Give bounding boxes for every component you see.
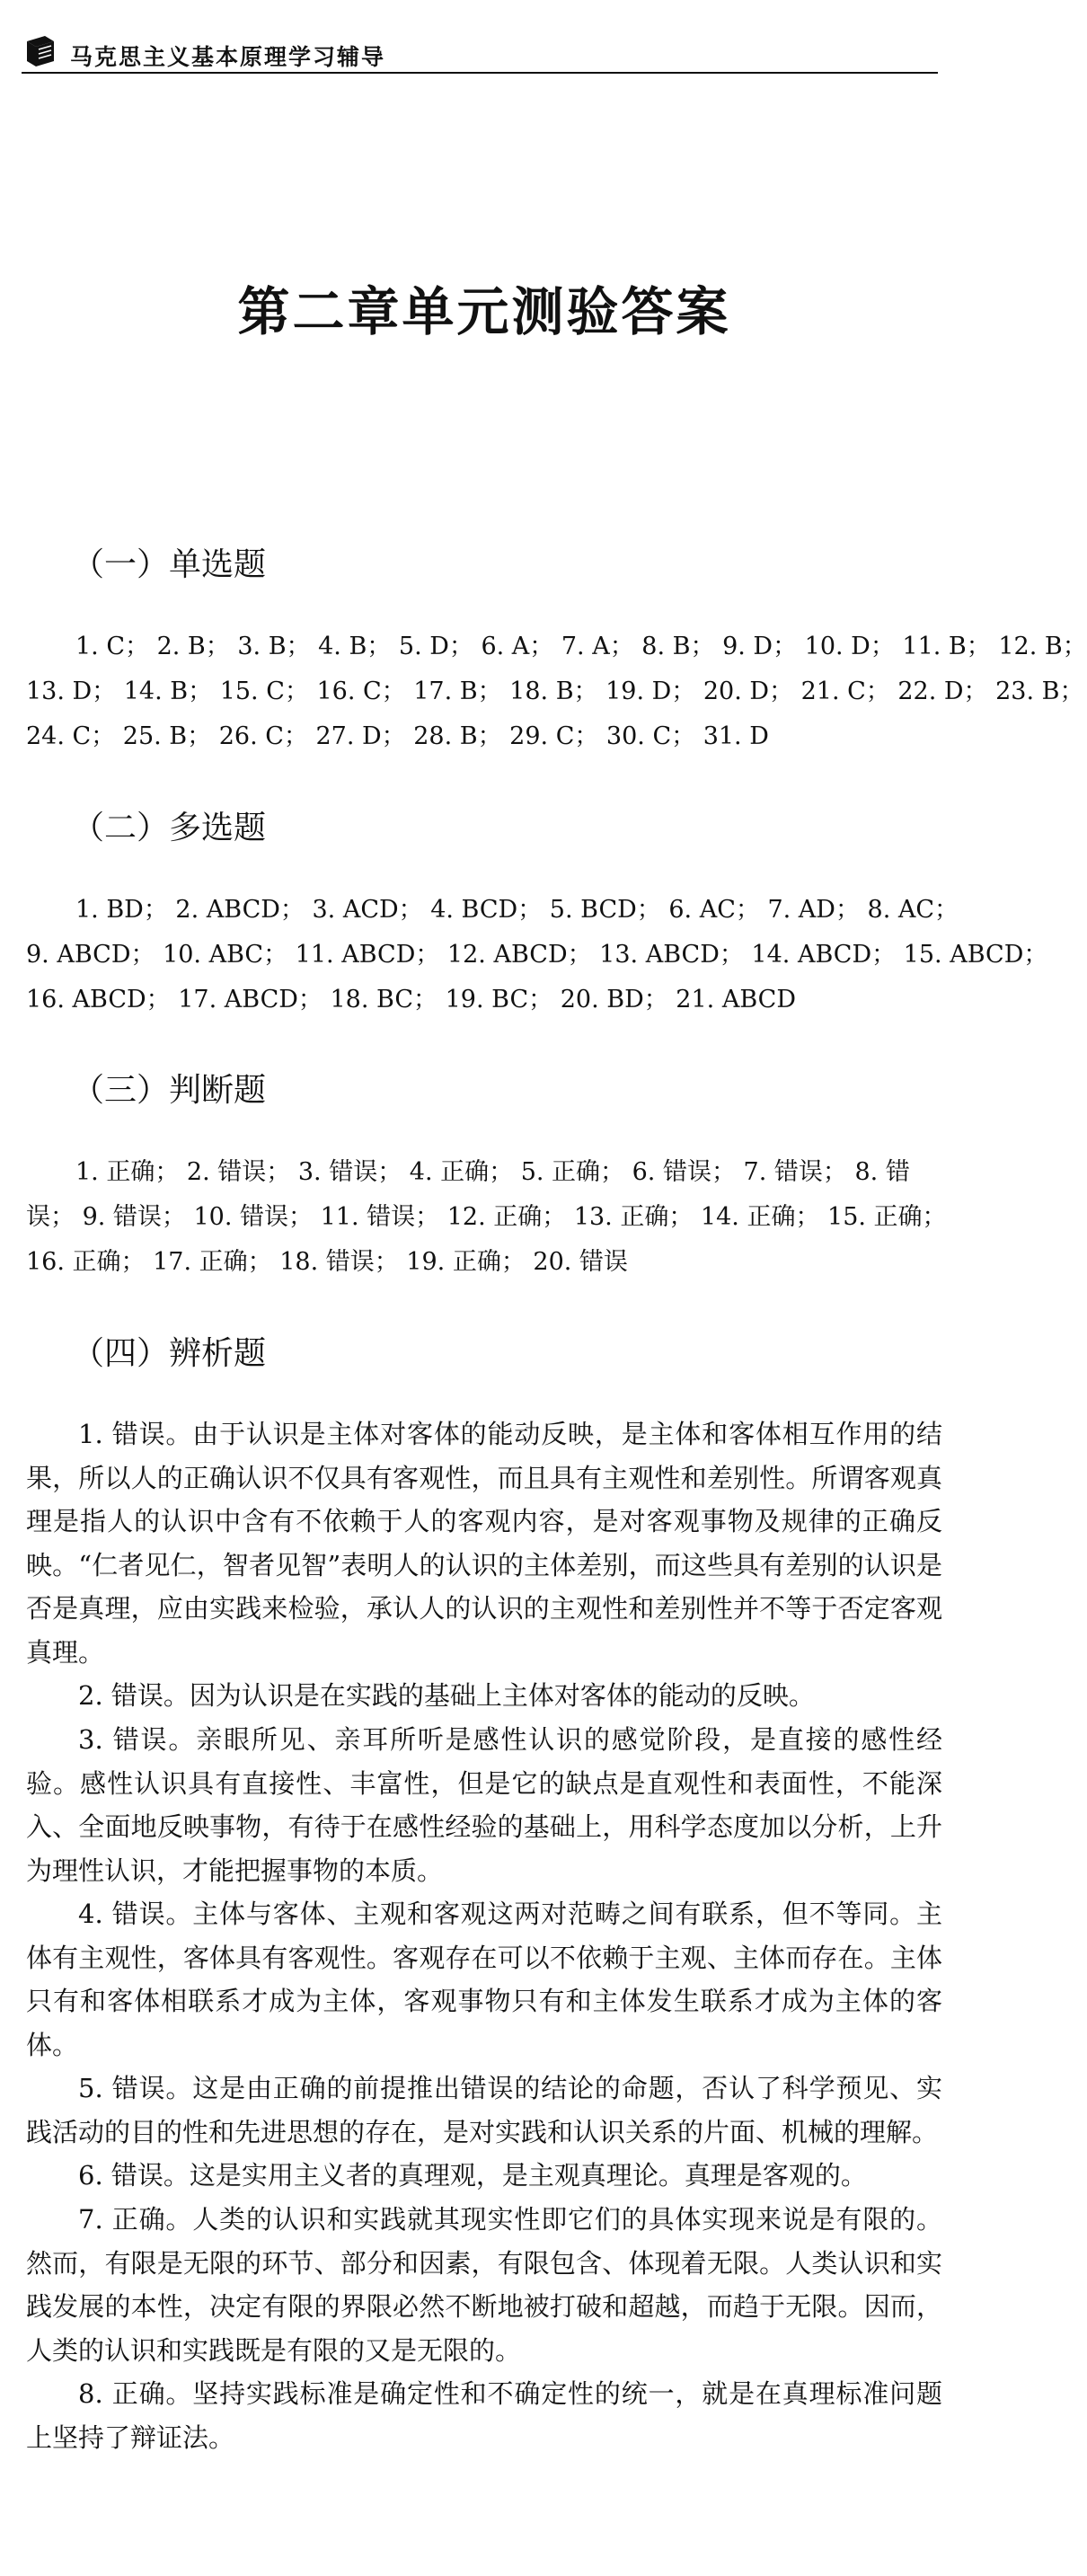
running-title: 马克思主义基本原理学习辅导 xyxy=(70,44,386,70)
analysis-paragraph: 6. 错误。这是实用主义者的真理观，是主观真理论。真理是客观的。 xyxy=(78,2160,867,2191)
analysis-paragraph: 7. 正确。人类的认识和实践就其现实性即它们的具体实现来说是有限的。然而，有限是无限的环节、部分和因素，有限包含、体现着无限。人类认识和实践发展的本性，决定有限的界限必然不断地被打破和超越，而趋于无限。因而，人类的认识和实践既是有限的又是无限的。 xyxy=(26,2204,942,2366)
answer-line: 9. ABCD； 10. ABC； 11. ABCD； 12. ABCD； 13. ABCD； 14. ABCD； 15. ABCD； xyxy=(26,941,1048,969)
answer-line: 1. 正确； 2. 错误； 3. 错误； 4. 正确； 5. 正确； 6. 错误； 7. 错误； 8. 错 xyxy=(75,1158,910,1186)
book-icon xyxy=(23,34,57,68)
running-header xyxy=(22,32,938,74)
analysis-paragraph: 3. 错误。亲眼所见、亲耳所听是感性认识的感觉阶段，是直接的感性经验。感性认识具有直接性、丰富性，但是它的缺点是直观性和表面性，不能深入、全面地反映事物，有待于在感性经验的基础上，用科学态度加以分析，上升为理性认识，才能把握事物的本质。 xyxy=(26,1724,942,1886)
answer-line: 16. 正确； 17. 正确； 18. 错误； 19. 正确； 20. 错误 xyxy=(26,1248,628,1276)
answer-line: 16. ABCD； 17. ABCD； 18. BC； 19. BC； 20. BD； 21. ABCD xyxy=(26,986,796,1014)
answer-line: 1. BD； 2. ABCD； 3. ACD； 4. BCD； 5. BCD； 6. AC； 7. AD； 8. AC； xyxy=(75,896,959,924)
answer-line: 24. C； 25. B； 26. C； 27. D； 28. B； 29. C； 30. C； 31. D xyxy=(26,722,769,750)
analysis-paragraph: 1. 错误。由于认识是主体对客体的能动反映，是主体和客体相互作用的结果，所以人的正确认识不仅具有客观性，而且具有主观性和差别性。所谓客观真理是指人的认识中含有不依赖于人的客观内容，是对客观事物及规律的正确反映。“仁者见仁，智者见智”表明人的认识的主体差别，而这些具有差别的认识是否是真理，应由实践来检验，承认人的认识的主观性和差别性并不等于否定客观真理。 xyxy=(26,1419,942,1668)
chapter-title: 第二章单元测验答案 xyxy=(237,281,731,342)
answer-line: 13. D； 14. B； 15. C； 16. C； 17. B； 18. B； 19. D； 20. D； 21. C； 22. D； 23. B； xyxy=(26,677,1084,705)
analysis-paragraph: 2. 错误。因为认识是在实践的基础上主体对客体的能动的反映。 xyxy=(78,1680,815,1711)
section-heading-single-choice: （一）单选题 xyxy=(72,546,267,583)
section-heading-analysis: （四）辨析题 xyxy=(72,1335,267,1372)
analysis-paragraph: 5. 错误。这是由正确的前提推出错误的结论的命题，否认了科学预见、实践活动的目的性和先进思想的存在，是对实践和认识关系的片面、机械的理解。 xyxy=(26,2073,942,2147)
section-heading-true-false: （三）判断题 xyxy=(72,1072,267,1109)
answer-line: 1. C； 2. B； 3. B； 4. B； 5. D； 6. A； 7. A； 8. B； 9. D； 10. D； 11. B； 12. B； xyxy=(75,633,1087,660)
answer-line: 误； 9. 错误； 10. 错误； 11. 错误； 12. 正确； 13. 正确； 14. 正确； 15. 正确； xyxy=(26,1203,947,1231)
analysis-paragraph: 8. 正确。坚持实践标准是确定性和不确定性的统一，就是在真理标准问题上坚持了辩证法。 xyxy=(26,2378,942,2453)
section-heading-multiple-choice: （二）多选题 xyxy=(72,810,267,846)
analysis-paragraph: 4. 错误。主体与客体、主观和客观这两对范畴之间有联系，但不等同。主体有主观性，客体具有客观性。客观存在可以不依赖于主观、主体而存在。主体只有和客体相联系才成为主体，客观事物只有和主体发生联系才成为主体的客体。 xyxy=(26,1899,942,2060)
